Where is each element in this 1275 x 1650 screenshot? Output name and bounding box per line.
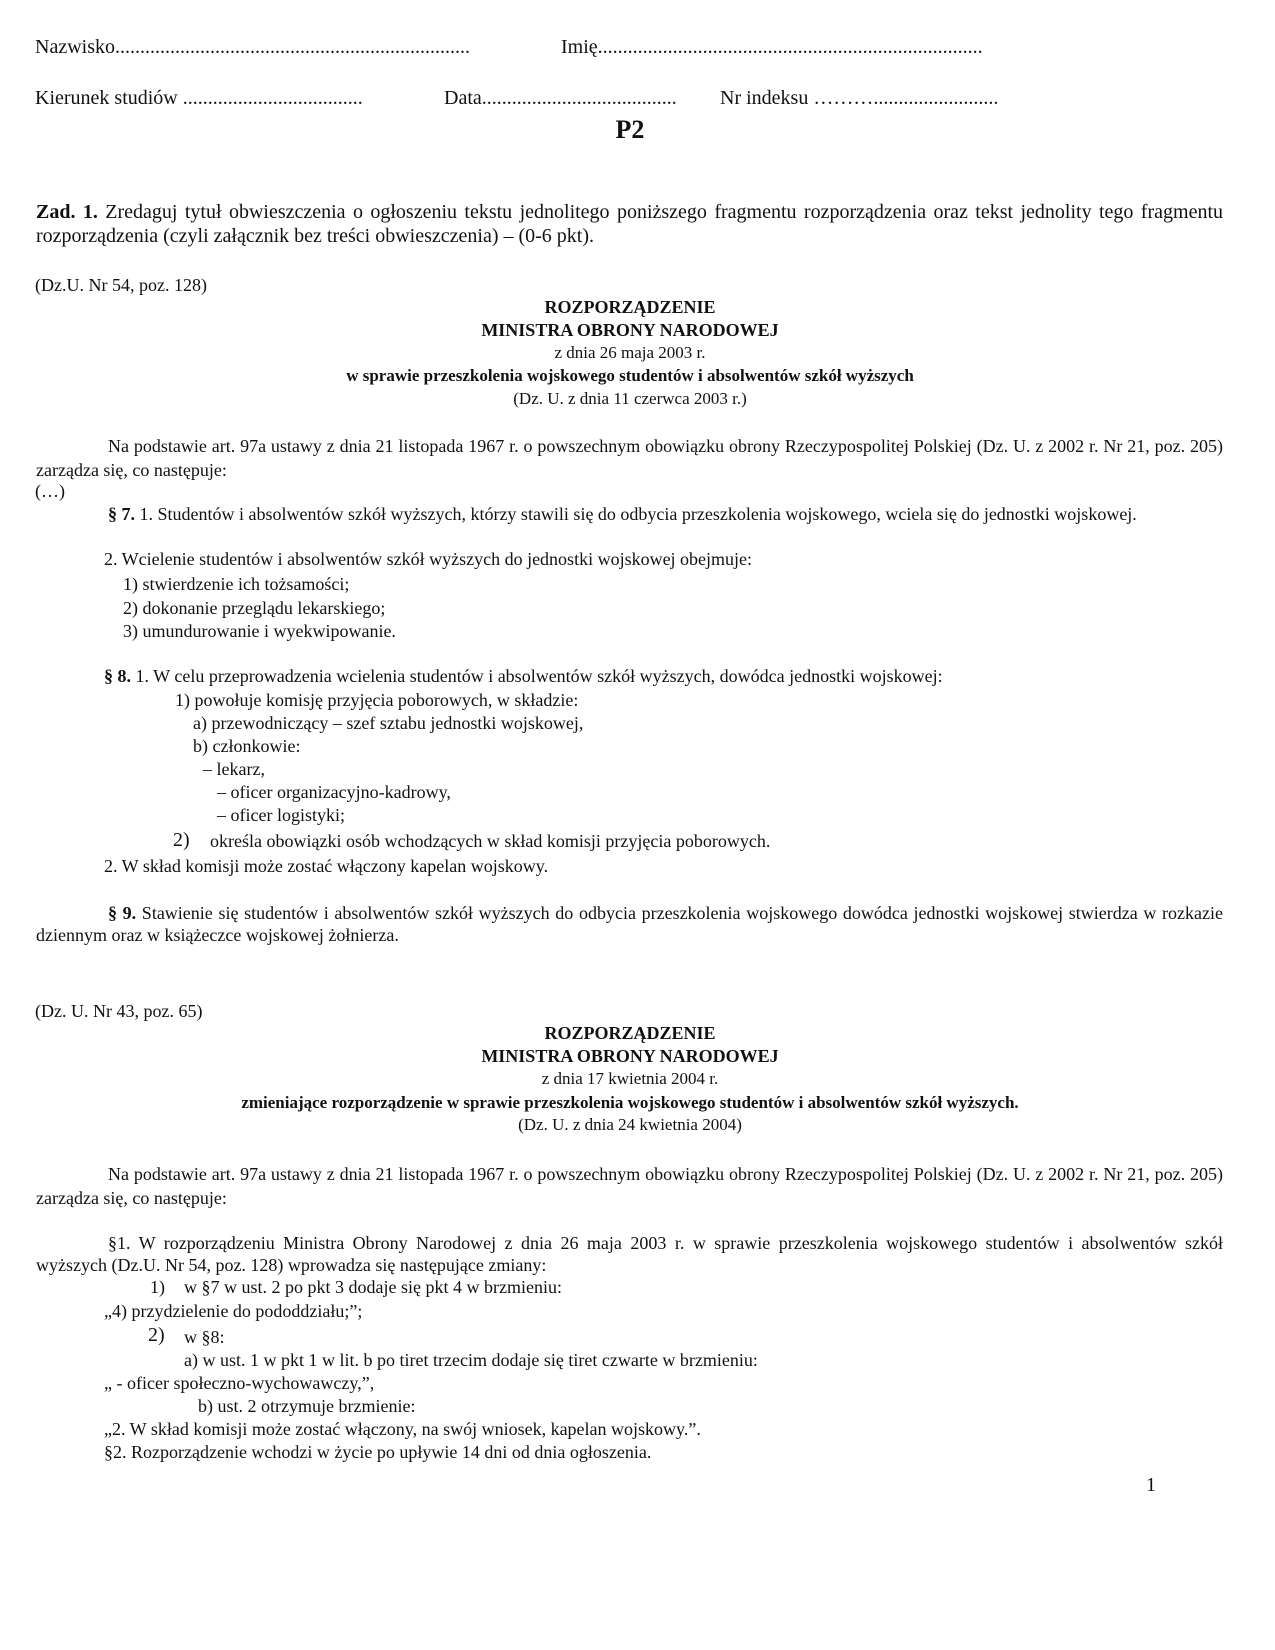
section7-item: 2) dokonanie przeglądu lekarskiego;	[123, 598, 386, 618]
reg1-section7-par1	[36, 503, 1223, 525]
reg1-date: z dnia 26 maja 2003 r.	[554, 343, 706, 362]
section8-point1: 1) powołuje komisję przyjęcia poborowych, w składzie:	[175, 690, 579, 710]
reg1-section7-par2: 2. Wcielenie studentów i absolwentów szkół wyższych do jednostki wojskowej obejmuje:	[104, 549, 753, 569]
reg2-section2: §2. Rozporządzenie wchodzi w życie po upływie 14 dni od dnia ogłoszenia.	[104, 1442, 652, 1462]
section9-mark: § 9.	[108, 903, 137, 923]
reg2-change2-text: w §8:	[184, 1327, 225, 1347]
reg2-publication: (Dz. U. z dnia 24 kwietnia 2004)	[518, 1115, 742, 1134]
section8-par1-text: 1. W celu przeprowadzenia wcielenia studentów i absolwentów szkół wyższych, dowódca jednostki wojskowej:	[131, 666, 943, 686]
reg1-title-line2: MINISTRA OBRONY NARODOWEJ	[481, 320, 779, 340]
section7-mark: § 7.	[108, 504, 135, 524]
first-name-field: Imię.............................................................................	[561, 36, 983, 58]
reg2-change1-text: w §7 w ust. 2 po pkt 3 dodaje się pkt 4 w brzmieniu:	[184, 1277, 562, 1297]
section8-dash-item: – lekarz,	[203, 759, 265, 779]
section8-mark: § 8.	[104, 666, 131, 686]
surname-field: Nazwisko.......................................................................	[35, 36, 470, 58]
index-number-field: Nr indeksu ……….........................	[720, 87, 999, 109]
reg2-change2-quote-a: „ - oficer społeczno-wychowawczy,”,	[104, 1373, 375, 1393]
section7-par1-text: 1. Studentów i absolwentów szkół wyższych, którzy stawili się do odbycia przeszkolenia wojskowego, wciela się do jednostki wojskowej.	[135, 504, 1137, 524]
reg2-journal-ref: (Dz. U. Nr 43, poz. 65)	[35, 1001, 203, 1021]
section8-point2-number: 2)	[173, 829, 190, 851]
reg1-subject: w sprawie przeszkolenia wojskowego studentów i absolwentów szkół wyższych	[346, 366, 914, 385]
reg2-change2-letter-a: a) w ust. 1 w pkt 1 w lit. b po tiret trzecim dodaje się tiret czwarte w brzmieniu:	[184, 1350, 758, 1370]
reg2-change1-quote: „4) przydzielenie do pododdziału;”;	[104, 1301, 363, 1321]
reg2-subject: zmieniające rozporządzenie w sprawie przeszkolenia wojskowego studentów i absolwentów szkół wyższych.	[241, 1093, 1019, 1112]
task-text: Zredaguj tytuł obwieszczenia o ogłoszeniu tekstu jednolitego poniższego fragmentu rozporządzenia oraz tekst jednolity tego fragmentu rozporządzenia (czyli załącznik bez treści obwieszczenia) – (0-6 pkt).	[36, 201, 1223, 247]
reg2-section1: §1. W rozporządzeniu Ministra Obrony Narodowej z dnia 26 maja 2003 r. w sprawie przeszkolenia wojskowego studentów i absolwentów szkół wyższych (Dz.U. Nr 54, poz. 128) wprowadza się następujące zmiany:	[36, 1233, 1223, 1275]
reg2-title-line2: MINISTRA OBRONY NARODOWEJ	[481, 1046, 779, 1066]
section8-dash-item: – oficer organizacyjno-kadrowy,	[217, 782, 451, 802]
section8-dash-item: – oficer logistyki;	[217, 805, 345, 825]
reg2-title-line1: ROZPORZĄDZENIE	[544, 1023, 716, 1043]
reg1-section8-par2: 2. W skład komisji może zostać włączony kapelan wojskowy.	[104, 856, 549, 876]
reg1-publication: (Dz. U. z dnia 11 czerwca 2003 r.)	[513, 389, 747, 408]
section9-text: Stawienie się studentów i absolwentów szkół wyższych do odbycia przeszkolenia wojskowego dowódca jednostki wojskowej stwierdza w rozkazie dziennym oraz w książeczce wojskowej żołnierza.	[36, 903, 1223, 945]
date-field: Data.......................................	[444, 87, 677, 109]
reg2-change2-quote-b: „2. W skład komisji może zostać włączony, na swój wniosek, kapelan wojskowy.”.	[104, 1419, 701, 1439]
section8-letter-a: a) przewodniczący – szef sztabu jednostki wojskowej,	[193, 713, 584, 733]
reg1-ellipsis: (…)	[35, 481, 65, 501]
reg1-section8-par1	[104, 666, 943, 687]
task-number: Zad. 1.	[36, 201, 98, 223]
section7-item: 3) umundurowanie i wyekwipowanie.	[123, 621, 396, 641]
section8-letter-b: b) członkowie:	[193, 736, 301, 756]
reg1-title-line1: ROZPORZĄDZENIE	[544, 297, 716, 317]
task-instruction	[36, 200, 1223, 248]
reg1-journal-ref: (Dz.U. Nr 54, poz. 128)	[35, 275, 207, 295]
section7-item: 1) stwierdzenie ich tożsamości;	[123, 574, 350, 594]
page-number: 1	[1146, 1474, 1156, 1496]
reg1-legal-basis: Na podstawie art. 97a ustawy z dnia 21 listopada 1967 r. o powszechnym obowiązku obrony Rzeczypospolitej Polskiej (Dz. U. z 2002 r. Nr 21, poz. 205) zarządza się, co następuje:	[36, 436, 1223, 480]
reg2-date: z dnia 17 kwietnia 2004 r.	[541, 1069, 719, 1088]
field-of-study-field: Kierunek studiów ....................................	[35, 87, 363, 109]
document-code: P2	[615, 115, 645, 144]
reg2-change2-number: 2)	[148, 1324, 165, 1346]
reg2-legal-basis: Na podstawie art. 97a ustawy z dnia 21 listopada 1967 r. o powszechnym obowiązku obrony Rzeczypospolitej Polskiej (Dz. U. z 2002 r. Nr 21, poz. 205) zarządza się, co następuje:	[36, 1164, 1223, 1208]
section8-point2-text: określa obowiązki osób wchodzących w skład komisji przyjęcia poborowych.	[210, 831, 771, 851]
reg2-change1-number: 1)	[150, 1277, 165, 1297]
reg1-section9	[36, 902, 1223, 946]
reg2-change2-letter-b: b) ust. 2 otrzymuje brzmienie:	[198, 1396, 416, 1416]
